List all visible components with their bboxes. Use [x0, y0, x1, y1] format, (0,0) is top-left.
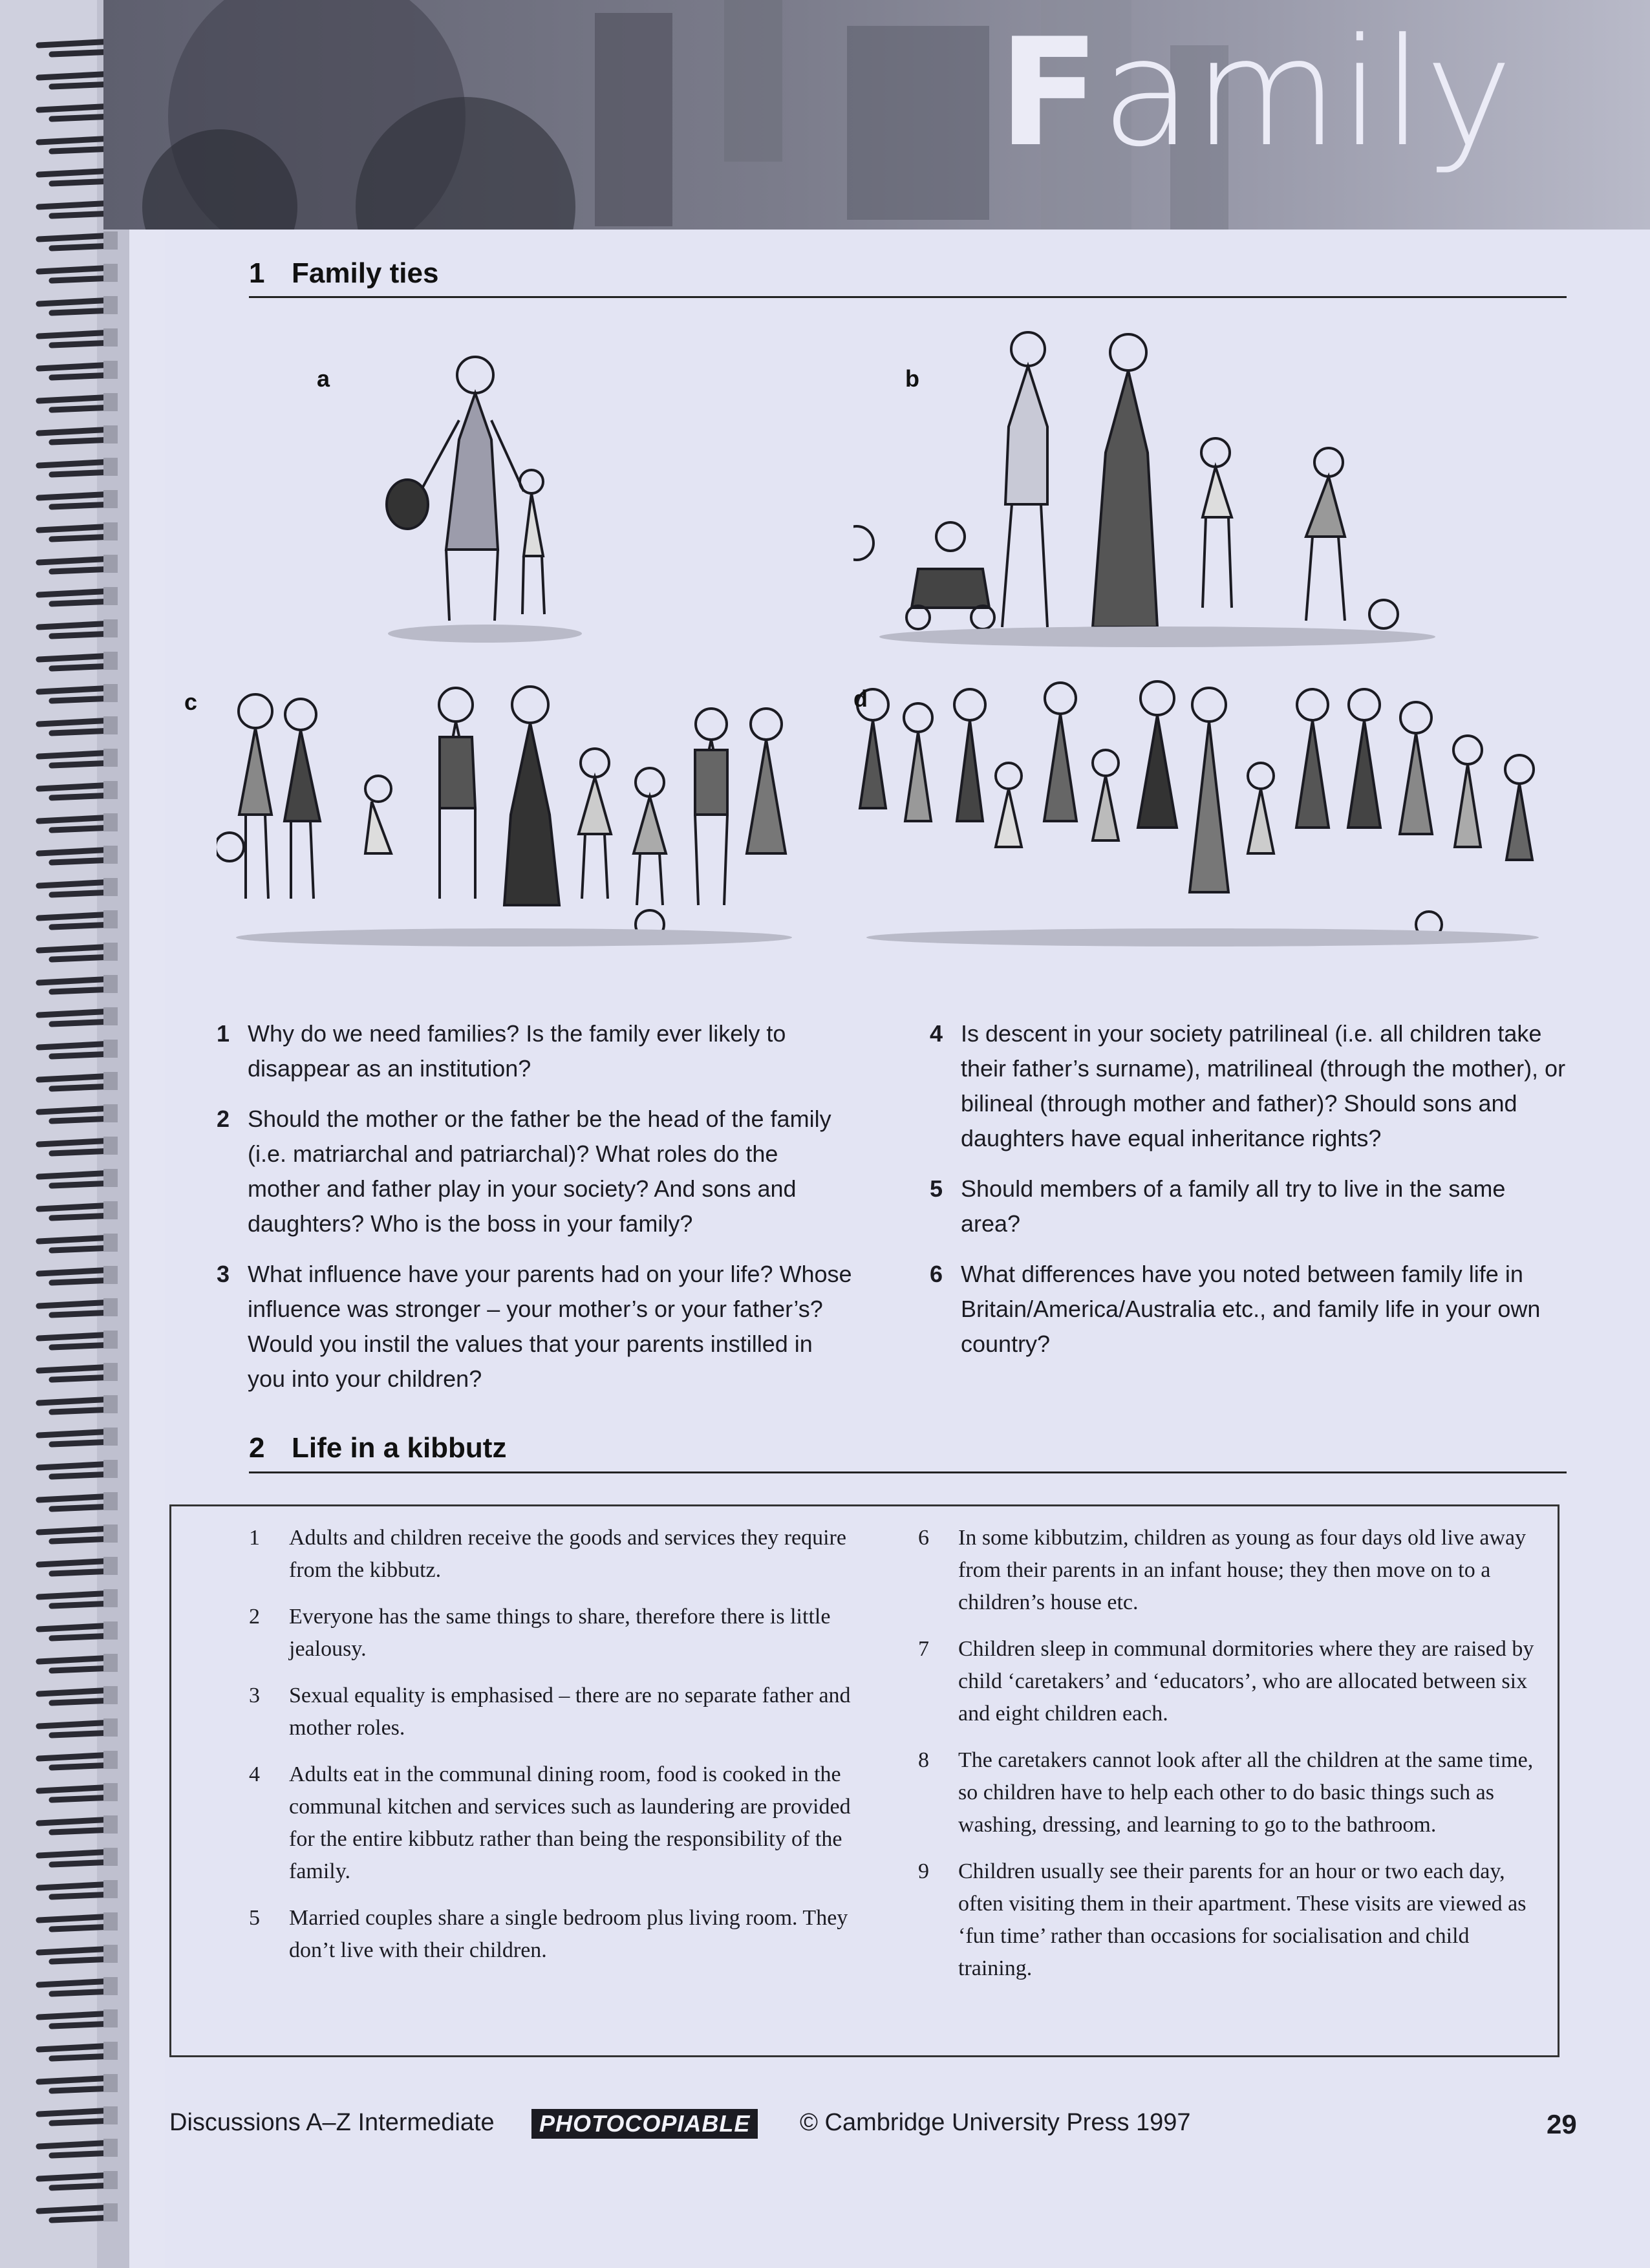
kibbutz-item-1: 1 Adults and children receive the goods and services they require from the kibbutz. [249, 1526, 846, 1582]
binding-hole [103, 1104, 118, 1122]
kibbutz-item-4: 4 Adults eat in the communal dining room, food is cooked in the communal kitchen and services such as laundering are provided for the entire kibbutz rather than being the responsibility of the family. [249, 1762, 851, 1883]
binding-hole [103, 781, 118, 799]
binding-hole [103, 264, 118, 282]
binding-hole [103, 361, 118, 379]
kibbutz-item-3: 3 Sexual equality is emphasised – there are no separate father and mother roles. [249, 1684, 851, 1740]
binding-hole [103, 328, 118, 347]
binding-hole [103, 1945, 118, 1963]
binding-hole [103, 975, 118, 993]
binding-hole [103, 1234, 118, 1252]
binding-hole [103, 490, 118, 508]
binding-hole [103, 910, 118, 928]
binding-hole [103, 1557, 118, 1575]
binding-hole [103, 1266, 118, 1284]
questions-right-column [930, 1016, 1567, 1377]
illustration-b [853, 323, 1500, 659]
question-6: 6 What differences have you noted between family life in Britain/America/Australia etc., and family life in your own country? [930, 1261, 1541, 1357]
binding-hole [103, 1848, 118, 1866]
binding-hole [103, 2171, 118, 2189]
binding-hole [103, 2042, 118, 2060]
binding-hole [103, 684, 118, 702]
binding-hole [103, 1686, 118, 1704]
binding-hole [103, 1783, 118, 1801]
binding-hole [103, 1977, 118, 1995]
binding-hole [103, 943, 118, 961]
binding-hole [103, 231, 118, 250]
kibbutz-right-column [918, 1522, 1545, 1999]
binding-hole [103, 1331, 118, 1349]
binding-hole [103, 522, 118, 540]
binding-hole [103, 425, 118, 444]
section-2-rule [249, 1471, 1567, 1473]
binding-hole [103, 555, 118, 573]
kibbutz-item-2: 2 Everyone has the same things to share, therefore there is little jealousy. [249, 1605, 831, 1661]
binding-hole [103, 846, 118, 864]
binding-hole [103, 716, 118, 734]
questions-left-column [217, 1016, 853, 1412]
binding-hole [103, 2203, 118, 2221]
binding-hole [103, 1040, 118, 1058]
page-number: 29 [1547, 2109, 1577, 2139]
binding-hole [103, 1298, 118, 1316]
illustration-c-label: c [184, 689, 198, 715]
binding-hole [103, 1201, 118, 1219]
binding-hole [103, 1589, 118, 1607]
kibbutz-item-7: 7 Children sleep in communal dormitories where they are raised by child ‘caretakers’ and ‘educators’, who are allocated between six and eight children each. [918, 1637, 1534, 1726]
binding-hole [103, 1460, 118, 1478]
binding-hole [103, 652, 118, 670]
binding-hole [103, 878, 118, 896]
question-3: 3 What influence have your parents had on your life? Whose influence was stronger – your mother’s or your father’s? Would you instil the values that your parents instilled in you into your children? [217, 1261, 852, 1392]
binding-hole [103, 2009, 118, 2027]
binding-hole [103, 296, 118, 314]
copyright-notice: © Cambridge University Press 1997 [800, 2109, 1191, 2136]
binding-hole [103, 1751, 118, 1769]
page-title: Family [998, 7, 1514, 180]
binding-hole [103, 1492, 118, 1510]
illustration-a [362, 343, 595, 647]
binding-hole [103, 1718, 118, 1737]
kibbutz-item-9: 9 Children usually see their parents for an hour or two each day, often visiting them in their apartment. These visits are viewed as ‘fun time’ rather than occasions for socialisation and child training. [918, 1859, 1527, 1980]
binding-hole [103, 1815, 118, 1834]
binding-hole [103, 1395, 118, 1413]
question-2: 2 Should the mother or the father be the head of the family (i.e. matriarchal and patriarchal)? What roles do the mother and father play in your society? And sons and daughters? Who is the boss in your family? [217, 1106, 831, 1237]
binding-hole [103, 2074, 118, 2092]
illustration-a-label: a [317, 365, 330, 392]
binding-hole [103, 1363, 118, 1381]
binding-hole [103, 1621, 118, 1640]
question-1: 1 Why do we need families? Is the family ever likely to disappear as an institution? [217, 1020, 786, 1082]
illustration-c [217, 685, 811, 957]
question-5: 5 Should members of a family all try to live in the same area? [930, 1175, 1506, 1237]
binding-hole [103, 1137, 118, 1155]
binding-hole [103, 813, 118, 831]
section-2-heading: 2 Life in a kibbutz [249, 1432, 507, 1464]
binding-hole [103, 619, 118, 637]
section-1-heading: 1 Family ties [249, 257, 439, 289]
section-1-rule [249, 296, 1567, 298]
binding-hole [103, 1007, 118, 1025]
binding-hole [103, 749, 118, 767]
book-title: Discussions A–Z Intermediate [169, 2109, 495, 2136]
binding-hole [103, 1072, 118, 1090]
illustration-b-label: b [905, 365, 919, 392]
binding-hole [103, 2139, 118, 2157]
binding-hole [103, 1880, 118, 1898]
binding-hole [103, 2106, 118, 2124]
illustration-d-label: d [853, 685, 868, 712]
illustration-d [847, 679, 1558, 957]
binding-hole [103, 587, 118, 605]
spiral-binding [0, 0, 129, 2268]
kibbutz-item-6: 6 In some kibbutzim, children as young as four days old live away from their parents in an infant house; they then move on to a children’s house etc. [918, 1526, 1527, 1614]
kibbutz-item-8: 8 The caretakers cannot look after all the children at the same time, so children have to help each other to do basic things such as washing, dressing, and learning to go to the bathroom. [918, 1748, 1534, 1837]
binding-hole [103, 458, 118, 476]
binding-hole [103, 1654, 118, 1672]
binding-hole [103, 1912, 118, 1931]
binding-hole [103, 1524, 118, 1543]
question-4: 4 Is descent in your society patrilineal (i.e. all children take their father’s surname), matrilineal (through the mother), or bilineal (through mother and father)? Should sons and daughters have equal inheritance rights? [930, 1020, 1566, 1151]
photocopiable-badge: PHOTOCOPIABLE [531, 2109, 758, 2139]
binding-hole [103, 1428, 118, 1446]
kibbutz-left-column [249, 1522, 870, 1981]
binding-hole [103, 393, 118, 411]
binding-hole [103, 1169, 118, 1187]
page-footer [169, 2109, 1592, 2148]
kibbutz-item-5: 5 Married couples share a single bedroom plus living room. They don’t live with their children. [249, 1906, 848, 1962]
